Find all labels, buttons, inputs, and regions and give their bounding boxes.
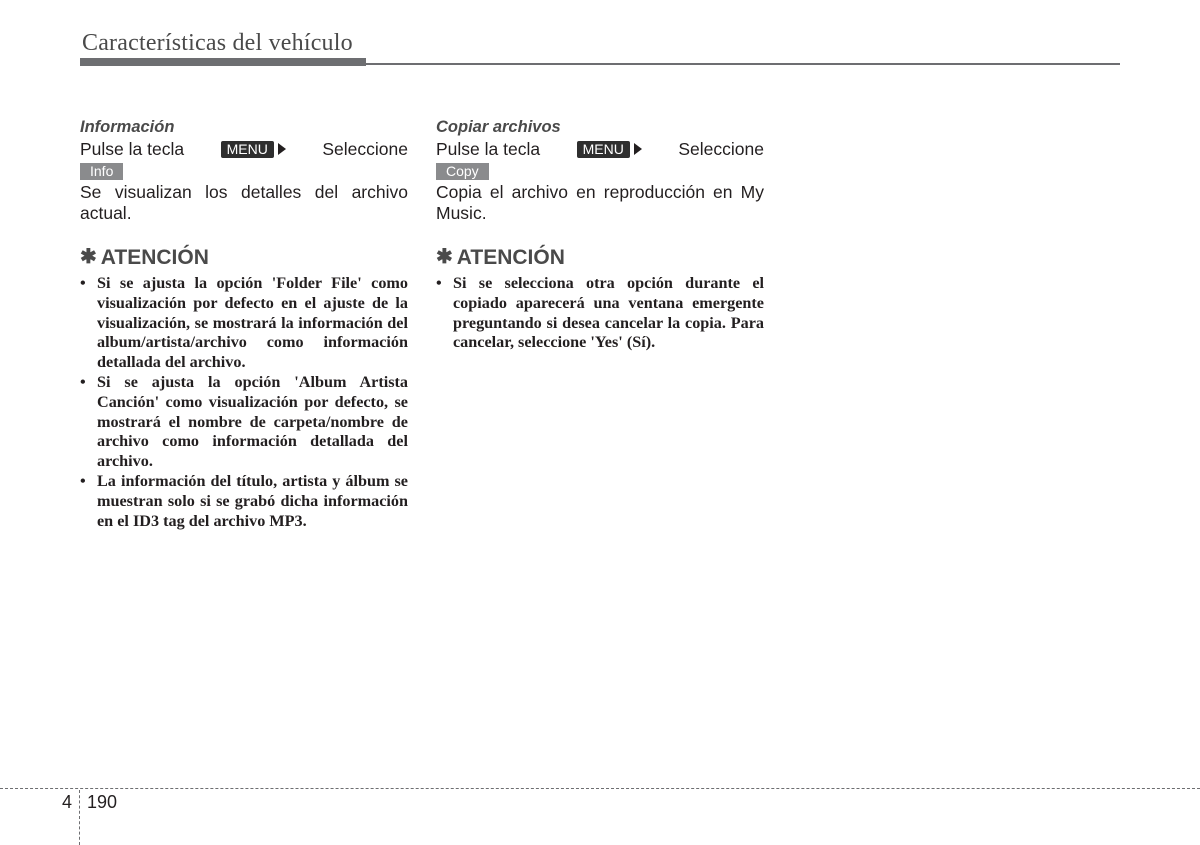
page-header-title: Características del vehículo	[82, 30, 353, 56]
list-item: • La información del título, artista y álbum se muestran solo si se grabó dicha información en el ID3 tag del archivo MP3.	[80, 472, 408, 531]
arrow-right-icon	[634, 143, 642, 155]
page-number: 190	[87, 792, 118, 812]
left-column	[80, 117, 408, 531]
attention-heading	[80, 244, 408, 270]
menu-key: MENU	[577, 141, 630, 158]
attention-notes	[436, 274, 764, 353]
menu-key-group	[577, 141, 642, 158]
right-column	[436, 117, 764, 353]
arrow-right-icon	[278, 143, 286, 155]
info-option-key: Info	[80, 163, 123, 180]
attention-heading	[436, 244, 764, 270]
section-number: 4	[62, 792, 73, 812]
copy-instruction	[436, 138, 764, 160]
instruction-text-post: Seleccione	[322, 138, 408, 159]
footer-divider	[0, 788, 1200, 789]
copy-option-key: Copy	[436, 163, 489, 180]
header-rule-thick	[80, 58, 366, 66]
instruction-text-pre: Pulse la tecla	[436, 138, 541, 159]
asterisk-icon: ✱	[80, 245, 97, 268]
info-instruction	[80, 138, 408, 160]
instruction-text-pre: Pulse la tecla	[80, 138, 185, 159]
menu-key: MENU	[221, 141, 274, 158]
list-item: • Si se selecciona otra opción durante el copiado aparecerá una ventana emergente preguntando si desea cancelar la copia. Para cancelar, seleccione 'Yes' (Sí).	[436, 274, 764, 353]
list-item: • Si se ajusta la opción 'Folder File' como visualización por defecto en el ajuste de la visualización, se mostrará la información del album/artista/archivo como información detallada del archivo.	[80, 274, 408, 373]
asterisk-icon: ✱	[436, 245, 453, 268]
attention-title: ATENCIÓN	[100, 245, 209, 269]
footer-vertical-divider	[79, 790, 80, 845]
copy-subhead: Copiar archivos	[436, 118, 561, 136]
list-item: • Si se ajusta la opción 'Album Artista Canción' como visualización por defecto, se mostrará el nombre de carpeta/nombre de archivo como información detallada del archivo.	[80, 373, 408, 472]
info-subhead: Información	[80, 118, 175, 136]
instruction-text-post: Seleccione	[678, 138, 764, 159]
menu-key-group	[221, 141, 286, 158]
attention-title: ATENCIÓN	[456, 245, 565, 269]
attention-notes	[80, 274, 408, 531]
copy-description: Copia el archivo en reproducción en My Music.	[436, 182, 764, 223]
info-description: Se visualizan los detalles del archivo actual.	[80, 182, 408, 223]
header-rule-thin	[366, 63, 1120, 65]
